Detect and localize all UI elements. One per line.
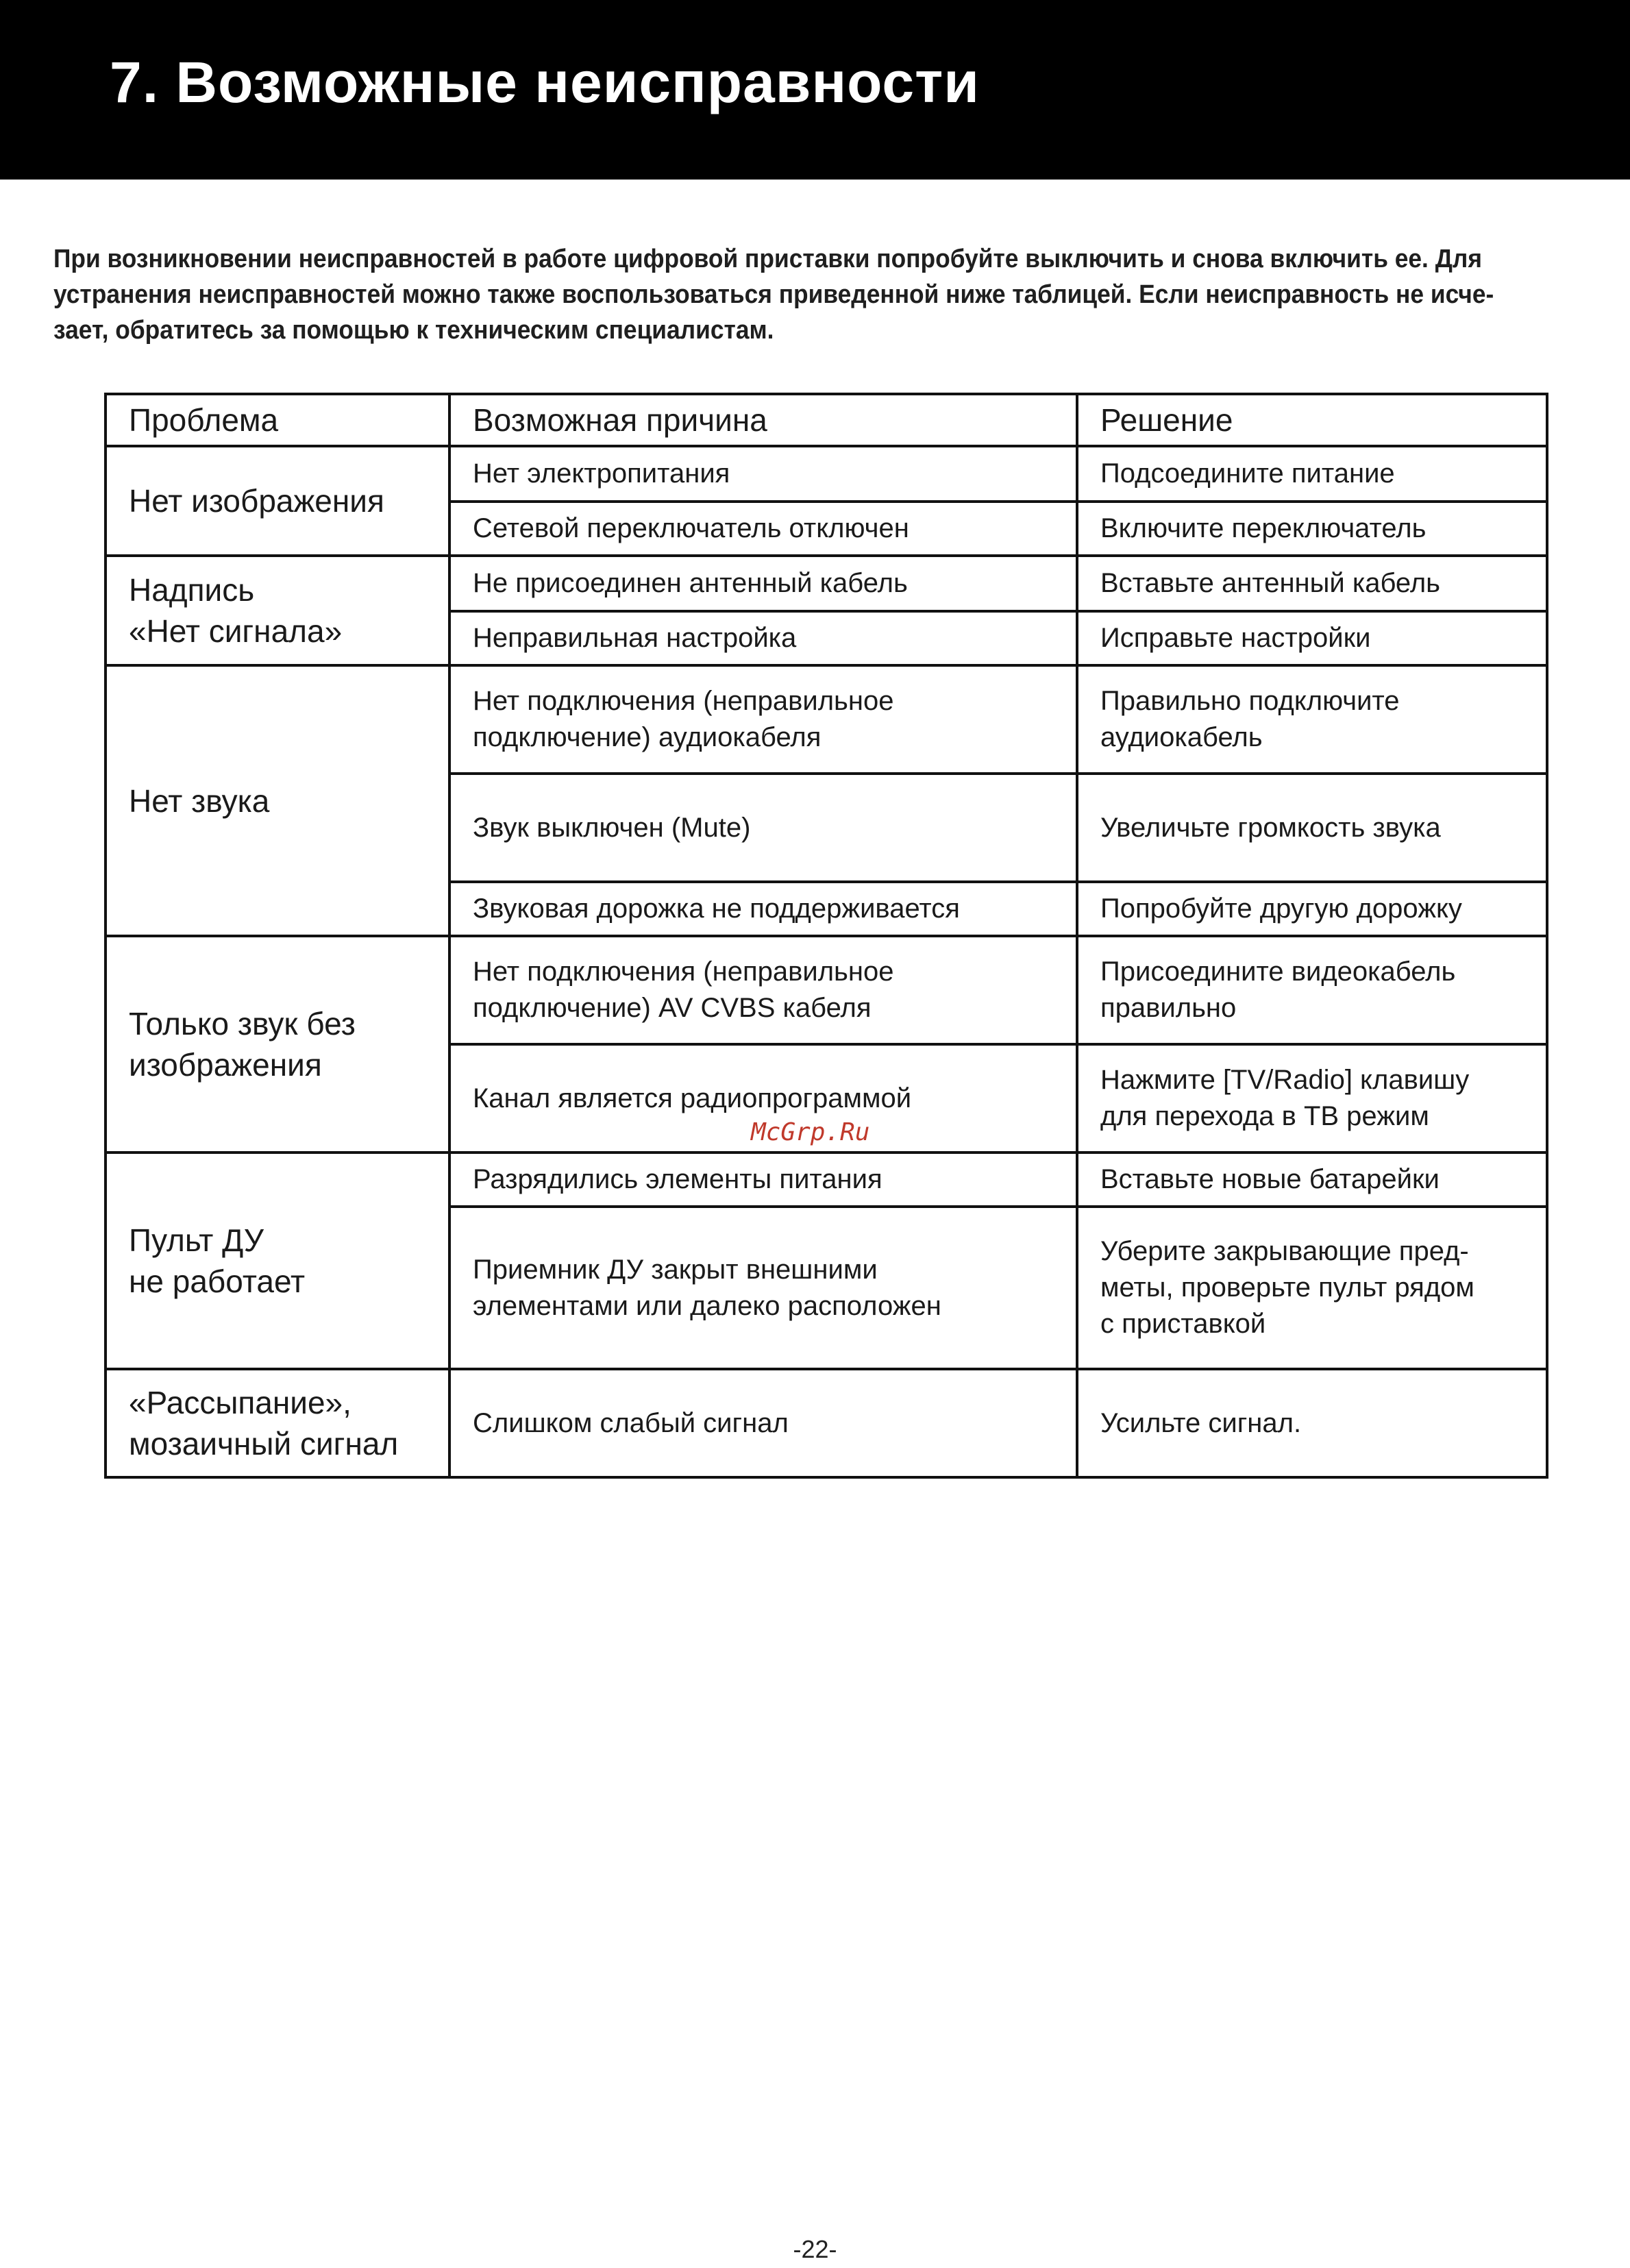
cause-cell (449, 1153, 1077, 1207)
cause-cell (449, 611, 1077, 665)
problem-text: мозаичный сигнал (129, 1426, 399, 1462)
page-header (0, 0, 1630, 180)
problem-cell (106, 936, 449, 1153)
solution-cell (1077, 936, 1547, 1044)
cause-cell (449, 1207, 1077, 1369)
problem-text: Нет изображения (129, 483, 384, 519)
table-row (106, 1369, 1547, 1477)
cause-text: Звуковая дорожка не поддерживается (473, 893, 960, 924)
table-row (106, 556, 1547, 611)
problem-cell (106, 1153, 449, 1369)
cause-cell (449, 446, 1077, 502)
solution-cell (1077, 446, 1547, 502)
solution-cell (1077, 611, 1547, 665)
solution-cell (1077, 1044, 1547, 1153)
column-header-problem: Проблема (106, 394, 449, 446)
table-header-row (106, 394, 1547, 446)
solution-text: Попробуйте другую дорожку (1100, 893, 1462, 924)
problem-text: Нет звука (129, 782, 270, 819)
solution-text: Уберите закрывающие пред- (1100, 1236, 1469, 1266)
cause-text: Сетевой переключатель отключен (473, 513, 909, 543)
watermark-text: McGrp.Ru (751, 1118, 870, 1146)
cause-text: подключение) аудиокабеля (473, 722, 822, 752)
column-header-solution: Решение (1077, 394, 1547, 446)
solution-text: Вставьте антенный кабель (1100, 568, 1441, 598)
solution-text: меты, проверьте пульт рядом (1100, 1272, 1474, 1303)
intro-line: зает, обратитесь за помощью к техническим специалистам. (53, 316, 774, 345)
cause-cell (449, 502, 1077, 556)
solution-cell (1077, 882, 1547, 936)
solution-cell (1077, 1369, 1547, 1477)
problem-text: «Нет сигнала» (129, 613, 343, 649)
cause-cell (449, 1369, 1077, 1477)
problem-text: Надпись (129, 572, 255, 608)
solution-text: аудиокабель (1100, 722, 1263, 752)
cause-text: подключение) AV CVBS кабеля (473, 993, 872, 1023)
page-number: -22- (793, 2235, 837, 2263)
cause-text: Слишком слабый сигнал (473, 1407, 789, 1438)
table-row (106, 1153, 1547, 1207)
problem-text: «Рассыпание», (129, 1385, 351, 1420)
solution-cell (1077, 556, 1547, 611)
table-row (106, 446, 1547, 502)
cause-text: элементами или далеко расположен (473, 1290, 941, 1321)
solution-text: Вставьте новые батарейки (1100, 1164, 1440, 1194)
solution-text: Увеличьте громкость звука (1100, 812, 1441, 843)
solution-cell (1077, 774, 1547, 882)
problem-text: Пульт ДУ (129, 1222, 264, 1258)
cause-text: Нет подключения (неправильное (473, 957, 894, 987)
intro-line: При возникновении неисправностей в работе цифровой приставки попробуйте выключить и снова включить ее. Для (53, 245, 1482, 273)
cause-cell (449, 665, 1077, 774)
solution-text: Присоедините видеокабель (1100, 957, 1456, 987)
solution-cell (1077, 1207, 1547, 1369)
solution-text: с приставкой (1100, 1309, 1266, 1339)
cause-text: Нет подключения (неправильное (473, 686, 894, 716)
cause-text: Канал является радиопрограммой (473, 1083, 912, 1113)
solution-text: Нажмите [TV/Radio] клавишу (1100, 1065, 1470, 1095)
solution-cell (1077, 502, 1547, 556)
problem-text: не работает (129, 1264, 306, 1299)
cause-text: Неправильная настройка (473, 623, 797, 653)
table-row (106, 936, 1547, 1044)
solution-text: Подсоедините питание (1100, 458, 1395, 489)
cause-cell (449, 774, 1077, 882)
table-row (106, 665, 1547, 774)
solution-cell (1077, 665, 1547, 774)
cause-text: Разрядились элементы питания (473, 1164, 882, 1194)
column-header-cause: Возможная причина (449, 394, 1077, 446)
intro-line: устранения неисправностей можно также воспользоваться приведенной ниже таблицей. Если неисправность не исче- (53, 280, 1494, 309)
solution-text: Правильно подключите (1100, 686, 1400, 716)
intro-paragraph (53, 241, 1494, 348)
solution-text: правильно (1100, 993, 1237, 1023)
problem-cell (106, 446, 449, 556)
solution-text: Исправьте настройки (1100, 623, 1371, 653)
cause-cell (449, 936, 1077, 1044)
cause-text: Нет электропитания (473, 458, 730, 489)
problem-text: Только звук без (129, 1006, 356, 1041)
solution-cell (1077, 1153, 1547, 1207)
solution-text: Включите переключатель (1100, 513, 1427, 543)
cause-cell (449, 556, 1077, 611)
problem-cell (106, 556, 449, 665)
problem-text: изображения (129, 1047, 322, 1083)
page-title: 7. Возможные неисправности (110, 50, 980, 114)
cause-text: Приемник ДУ закрыт внешними (473, 1254, 878, 1285)
problem-cell (106, 1369, 449, 1477)
problem-cell (106, 665, 449, 936)
solution-text: для перехода в ТВ режим (1100, 1101, 1429, 1131)
cause-cell (449, 882, 1077, 936)
cause-text: Звук выключен (Mute) (473, 812, 751, 843)
troubleshooting-table (104, 393, 1548, 1479)
cause-text: Не присоединен антенный кабель (473, 568, 908, 598)
solution-text: Усильте сигнал. (1100, 1407, 1302, 1438)
